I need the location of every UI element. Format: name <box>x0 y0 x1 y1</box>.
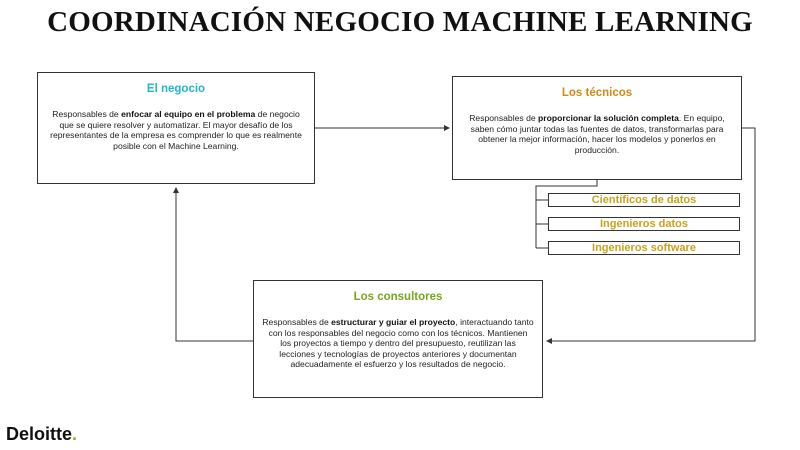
negocio-text-pre: Responsables de <box>52 109 122 119</box>
box-negocio <box>37 72 315 184</box>
negocio-text-bold: enfocar al equipo en el problema <box>121 109 256 119</box>
roles-bracket <box>536 180 597 248</box>
tecnicos-text-post: . En equipo, saben cómo juntar todas las fuentes de datos, transformarlas para obtener la mejor información, hacer los modelos y ponerlos en producción. <box>470 113 725 155</box>
consultores-text-post: , interactuando tanto con los responsables del negocio como con los técnicos. Mantienen los proyectos a tiempo y dentro del presupuesto, reutilizan las lecciones y tecnologías de proyectos anteriores y documentan adecuadamente el esfuerzo y los resultados de negocio. <box>268 317 534 370</box>
role-ingenieros-datos: Ingenieros datos <box>548 217 740 231</box>
negocio-heading: El negocio <box>146 83 206 95</box>
arrow-consultores-to-negocio <box>176 188 253 341</box>
logo-dot: . <box>72 424 78 444</box>
consultores-description <box>262 317 534 370</box>
deloitte-logo <box>6 424 77 445</box>
tecnicos-description <box>461 113 733 155</box>
page-title: COORDINACIÓN NEGOCIO MACHINE LEARNING <box>47 6 753 38</box>
role-ingenieros-software: Ingenieros software <box>548 241 740 255</box>
consultores-heading: Los consultores <box>353 291 443 303</box>
box-consultores <box>253 280 543 398</box>
role-cientificos-datos: Científicos de datos <box>548 193 740 207</box>
negocio-text-post: de negocio que se quiere resolver y automatizar. El mayor desafío de los representantes de la empresa es comprender lo que es realmente posible con el Machine Learning. <box>50 109 302 151</box>
box-tecnicos <box>452 76 742 180</box>
tecnicos-heading: Los técnicos <box>561 87 633 99</box>
tecnicos-text-bold: proporcionar la solución completa <box>538 113 679 123</box>
consultores-text-pre: Responsables de <box>262 317 332 327</box>
tecnicos-text-pre: Responsables de <box>469 113 539 123</box>
consultores-text-bold: estructurar y guiar el proyecto <box>331 317 456 327</box>
logo-text: Deloitte <box>6 424 73 444</box>
negocio-description <box>46 109 306 151</box>
